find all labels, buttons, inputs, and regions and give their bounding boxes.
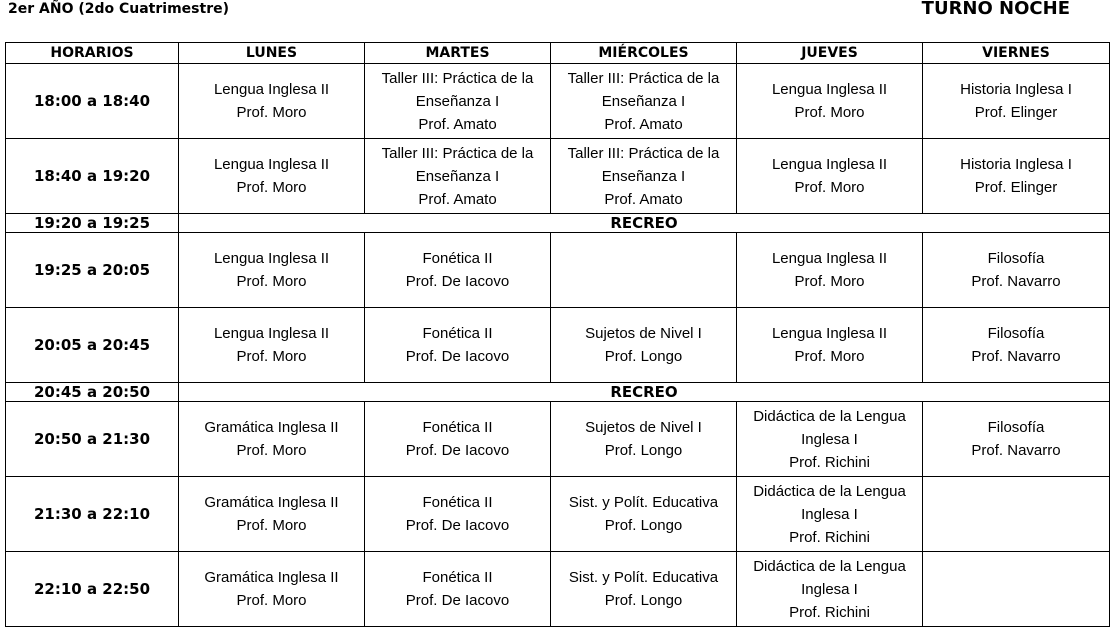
column-header-lunes: LUNES: [179, 43, 365, 64]
class-cell: [923, 552, 1110, 627]
table-row: [6, 139, 1110, 214]
column-header-horarios: HORARIOS: [6, 43, 179, 64]
subject-line: Filosofía: [987, 325, 1045, 342]
time-slot-cell: 20:50 a 21:30: [6, 402, 179, 477]
time-slot-cell: 22:10 a 22:50: [6, 552, 179, 627]
teacher-name: Prof. Richini: [789, 528, 870, 546]
class-cell: [923, 477, 1110, 552]
teacher-name: Prof. Richini: [789, 603, 870, 621]
class-cell: [179, 402, 365, 477]
schedule-body: [6, 64, 1110, 627]
subject-line: Gramática Inglesa II: [204, 569, 339, 586]
class-cell: [923, 402, 1110, 477]
subject-line: Gramática Inglesa II: [204, 494, 339, 511]
header-row: [6, 43, 1110, 64]
teacher-name: Prof. Moro: [794, 179, 865, 196]
class-cell: [923, 64, 1110, 139]
teacher-name: Prof. De Iacovo: [405, 442, 510, 459]
class-cell: [923, 233, 1110, 308]
time-slot-cell: 18:40 a 19:20: [6, 139, 179, 214]
teacher-name: Prof. Amato: [604, 190, 683, 208]
teacher-name: Prof. Moro: [236, 348, 307, 365]
teacher-name: Prof. Navarro: [971, 442, 1061, 459]
teacher-name: Prof. Moro: [794, 348, 865, 365]
subject-line: Inglesa I: [801, 430, 858, 448]
teacher-name: Prof. Moro: [236, 442, 307, 459]
class-cell: [365, 552, 551, 627]
recess-cell: RECREO: [179, 383, 1110, 402]
teacher-name: Prof. Longo: [604, 442, 683, 459]
class-cell: [737, 64, 923, 139]
time-slot-cell: 19:20 a 19:25: [6, 214, 179, 233]
subject-line: Fonética II: [422, 325, 493, 342]
class-cell: [551, 477, 737, 552]
class-cell: [551, 64, 737, 139]
subject-line: Lengua Inglesa II: [771, 325, 888, 342]
subject-line: Inglesa I: [801, 505, 858, 523]
teacher-name: Prof. Elinger: [974, 104, 1058, 121]
subject-line: Lengua Inglesa II: [213, 325, 330, 342]
recess-row: [6, 214, 1110, 233]
subject-line: Fonética II: [422, 419, 493, 436]
subject-line: Taller III: Práctica de la: [381, 144, 534, 162]
subject-line: Enseñanza I: [415, 167, 500, 185]
subject-line: Inglesa I: [801, 580, 858, 598]
subject-line: Enseñanza I: [601, 167, 686, 185]
class-cell: [551, 233, 737, 308]
class-cell: [737, 139, 923, 214]
teacher-name: Prof. Moro: [794, 273, 865, 290]
teacher-name: Prof. De Iacovo: [405, 592, 510, 609]
subject-line: Sist. y Polít. Educativa: [568, 569, 719, 586]
subject-line: Sujetos de Nivel I: [585, 419, 702, 436]
teacher-name: Prof. De Iacovo: [405, 348, 510, 365]
teacher-name: Prof. Longo: [604, 592, 683, 609]
class-cell: [365, 477, 551, 552]
teacher-name: Prof. Navarro: [971, 348, 1061, 365]
shift-label: TURNO NOCHE: [921, 0, 1070, 19]
class-cell: [737, 233, 923, 308]
teacher-name: Prof. Moro: [236, 592, 307, 609]
teacher-name: Prof. Elinger: [974, 179, 1058, 196]
subject-line: Historia Inglesa I: [960, 81, 1072, 98]
class-cell: [179, 308, 365, 383]
table-row: [6, 552, 1110, 627]
subject-line: Didáctica de la Lengua: [753, 407, 906, 425]
time-slot-cell: 18:00 a 18:40: [6, 64, 179, 139]
subject-line: Fonética II: [422, 494, 493, 511]
time-slot-cell: 20:45 a 20:50: [6, 383, 179, 402]
subject-line: Lengua Inglesa II: [213, 81, 330, 98]
table-row: [6, 308, 1110, 383]
subject-line: Lengua Inglesa II: [213, 250, 330, 267]
teacher-name: Prof. Amato: [418, 115, 497, 133]
column-header-viernes: VIERNES: [923, 43, 1110, 64]
class-cell: [179, 139, 365, 214]
class-cell: [365, 64, 551, 139]
subject-line: Fonética II: [422, 250, 493, 267]
teacher-name: Prof. Navarro: [971, 273, 1061, 290]
class-cell: [923, 139, 1110, 214]
class-cell: [551, 139, 737, 214]
class-cell: [737, 552, 923, 627]
teacher-name: Prof. Moro: [794, 104, 865, 121]
class-cell: [551, 308, 737, 383]
column-header-miercoles: MIÉRCOLES: [551, 43, 737, 64]
subject-line: Lengua Inglesa II: [213, 156, 330, 173]
subject-line: Enseñanza I: [415, 92, 500, 110]
teacher-name: Prof. Longo: [604, 348, 683, 365]
teacher-name: Prof. Longo: [604, 517, 683, 534]
subject-line: Didáctica de la Lengua: [753, 557, 906, 575]
subject-line: Sujetos de Nivel I: [585, 325, 702, 342]
subject-line: Taller III: Práctica de la: [567, 69, 720, 87]
class-cell: [179, 552, 365, 627]
subject-line: Lengua Inglesa II: [771, 250, 888, 267]
teacher-name: Prof. De Iacovo: [405, 273, 510, 290]
teacher-name: Prof. Moro: [236, 273, 307, 290]
teacher-name: Prof. Amato: [604, 115, 683, 133]
subject-line: Enseñanza I: [601, 92, 686, 110]
class-cell: [365, 233, 551, 308]
class-cell: [923, 308, 1110, 383]
teacher-name: Prof. Amato: [418, 190, 497, 208]
time-slot-cell: 21:30 a 22:10: [6, 477, 179, 552]
time-slot-cell: 19:25 a 20:05: [6, 233, 179, 308]
time-slot-cell: 20:05 a 20:45: [6, 308, 179, 383]
schedule-table: [5, 42, 1110, 627]
teacher-name: Prof. Moro: [236, 179, 307, 196]
class-cell: [737, 402, 923, 477]
recess-row: [6, 383, 1110, 402]
class-cell: [737, 477, 923, 552]
subject-line: Filosofía: [987, 419, 1045, 436]
subject-line: Lengua Inglesa II: [771, 81, 888, 98]
class-cell: [551, 402, 737, 477]
class-cell: [365, 308, 551, 383]
class-cell: [365, 139, 551, 214]
class-cell: [179, 233, 365, 308]
class-cell: [179, 477, 365, 552]
class-cell: [551, 552, 737, 627]
class-cell: [737, 308, 923, 383]
teacher-name: Prof. Richini: [789, 453, 870, 471]
table-row: [6, 64, 1110, 139]
class-cell: [365, 402, 551, 477]
subject-line: Taller III: Práctica de la: [567, 144, 720, 162]
subject-line: Filosofía: [987, 250, 1045, 267]
class-cell: [179, 64, 365, 139]
subject-line: Sist. y Polít. Educativa: [568, 494, 719, 511]
teacher-name: Prof. De Iacovo: [405, 517, 510, 534]
subject-line: Fonética II: [422, 569, 493, 586]
subject-line: Lengua Inglesa II: [771, 156, 888, 173]
column-header-martes: MARTES: [365, 43, 551, 64]
teacher-name: Prof. Moro: [236, 517, 307, 534]
teacher-name: Prof. Moro: [236, 104, 307, 121]
subject-line: Historia Inglesa I: [960, 156, 1072, 173]
table-row: [6, 233, 1110, 308]
page-title: 2er AÑO (2do Cuatrimestre): [8, 1, 229, 17]
subject-line: Taller III: Práctica de la: [381, 69, 534, 87]
column-header-jueves: JUEVES: [737, 43, 923, 64]
table-row: [6, 402, 1110, 477]
subject-line: Gramática Inglesa II: [204, 419, 339, 436]
table-row: [6, 477, 1110, 552]
subject-line: Didáctica de la Lengua: [753, 482, 906, 500]
recess-cell: RECREO: [179, 214, 1110, 233]
